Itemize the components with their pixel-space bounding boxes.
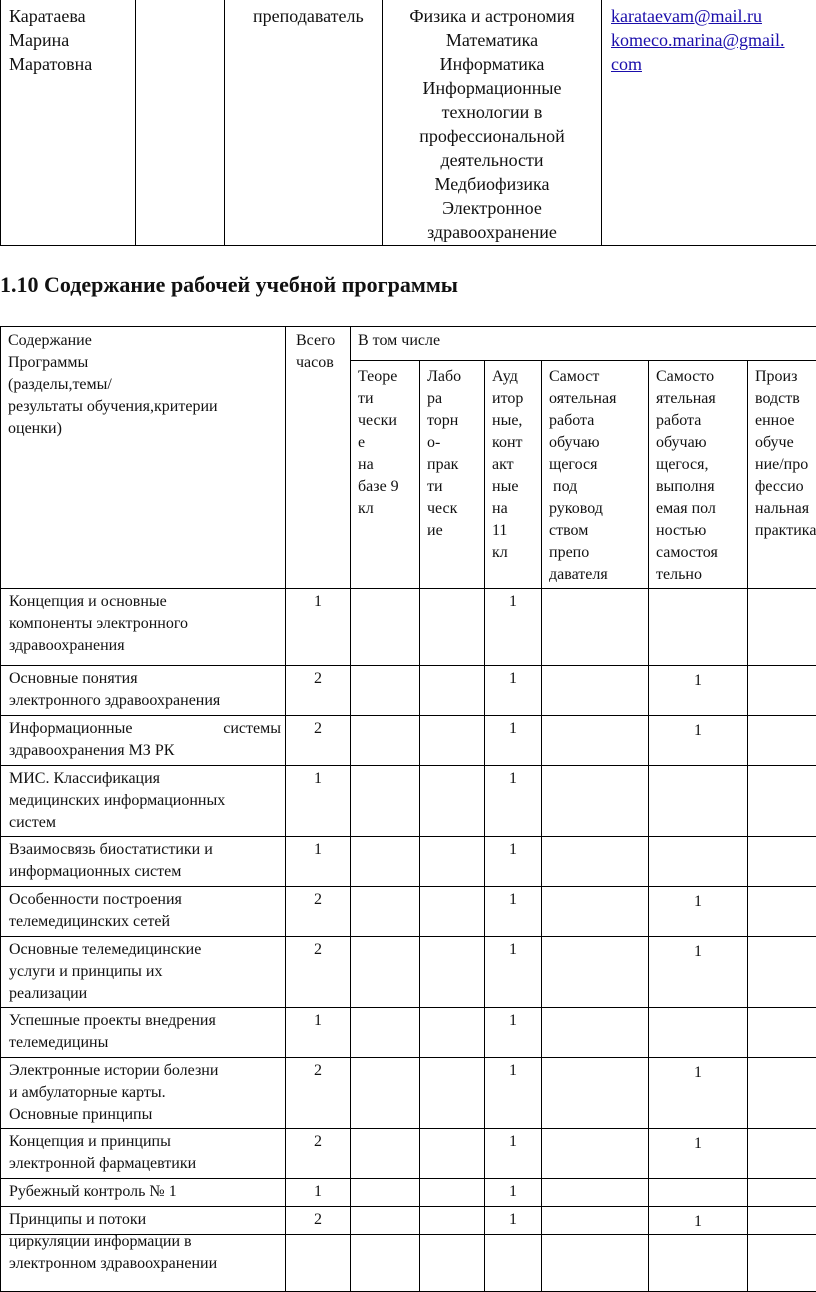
topic-line: Основные понятия	[9, 668, 281, 690]
theory-hours-cell	[351, 1008, 420, 1058]
total-hours-cell: 2	[286, 1058, 351, 1129]
header-text-line: ние/про	[755, 454, 816, 476]
table-row	[1, 666, 816, 716]
practice-hours-cell	[748, 766, 816, 837]
header-text-line: ти	[358, 388, 415, 410]
theory-hours-cell	[351, 937, 420, 1008]
header-text-line: Ауд	[492, 366, 537, 388]
teacher-name-line: Маратовна	[9, 52, 135, 76]
auditory-hours-cell: 1	[485, 1129, 542, 1179]
practice-hours-cell	[748, 1058, 816, 1129]
header-lab-cell	[420, 361, 485, 589]
srop-hours-cell	[542, 887, 649, 937]
topic-line: Принципы и потоки	[9, 1209, 281, 1231]
header-text-line: конт	[492, 432, 537, 454]
header-text-line: базе 9	[358, 476, 415, 498]
topic-line: Успешные проекты внедрения	[9, 1010, 281, 1032]
topic-line: Рубежный контроль № 1	[9, 1181, 281, 1203]
topic-cell	[1, 766, 286, 837]
topic-line: телемедицины	[9, 1032, 281, 1054]
sro-hours-cell: 1	[649, 1207, 748, 1292]
header-text-line: прак	[427, 454, 480, 476]
topic-line: и амбулаторные карты.	[9, 1082, 281, 1104]
header-text-line: оценки)	[8, 418, 281, 440]
teacher-name-line: Марина	[9, 28, 135, 52]
auditory-hours-cell: 1	[485, 1008, 542, 1058]
header-text-line: кл	[492, 542, 537, 564]
sro-hours-cell: 1	[649, 1058, 748, 1129]
teacher-position: преподаватель	[253, 4, 382, 28]
teacher-position-cell	[225, 0, 383, 246]
subject-line: Медбиофизика	[383, 172, 601, 196]
lab-hours-cell	[420, 837, 485, 887]
header-text-line: обучаю	[656, 432, 743, 454]
header-text-line: ятельная	[656, 388, 743, 410]
topic-cell	[1, 716, 286, 766]
total-hours-cell: 2	[286, 716, 351, 766]
header-text-line: Самосто	[656, 366, 743, 388]
srop-hours-cell	[542, 589, 649, 666]
header-text-line: практика	[755, 520, 816, 542]
total-hours-cell: 1	[286, 589, 351, 666]
theory-hours-cell	[351, 589, 420, 666]
header-total-cell	[286, 327, 351, 589]
header-text-line: на	[492, 498, 537, 520]
table-row	[1, 887, 816, 937]
auditory-hours-cell: 1	[485, 1058, 542, 1129]
topic-line: Информационные системы	[9, 718, 281, 740]
header-text-line: выполня	[656, 476, 743, 498]
topic-line: Концепция и основные	[9, 591, 281, 613]
topic-cell	[1, 589, 286, 666]
srop-hours-cell	[542, 766, 649, 837]
practice-hours-cell	[748, 837, 816, 887]
email-link[interactable]: komeco.marina@gmail.	[611, 30, 785, 50]
auditory-hours-cell: 1	[485, 887, 542, 937]
topic-line: циркуляции информации в	[9, 1231, 281, 1253]
header-text-line: щегося	[549, 454, 644, 476]
teacher-info-table	[0, 0, 816, 246]
practice-hours-cell	[748, 1207, 816, 1292]
theory-hours-cell	[351, 716, 420, 766]
total-hours-cell: 1	[286, 1179, 351, 1207]
total-hours-cell: 2	[286, 666, 351, 716]
topic-line: Особенности построения	[9, 889, 281, 911]
teacher-subjects-cell	[383, 0, 602, 246]
email-link[interactable]: karataevam@mail.ru	[611, 6, 762, 26]
header-text-line: препо	[549, 542, 644, 564]
auditory-hours-cell: 1	[485, 1207, 542, 1292]
header-text-line: Содержание	[8, 330, 281, 352]
table-row	[1, 1058, 816, 1129]
header-text-line: обуче	[755, 432, 816, 454]
sro-hours-cell: 1	[649, 666, 748, 716]
header-text-line: Программы	[8, 352, 281, 374]
teacher-name-cell	[1, 0, 136, 246]
topic-line: здравоохранения	[9, 635, 281, 657]
sro-hours-cell	[649, 1179, 748, 1207]
header-text-line: под	[549, 476, 644, 498]
lab-hours-cell	[420, 666, 485, 716]
topic-cell	[1, 666, 286, 716]
topic-line: Электронные истории болезни	[9, 1060, 281, 1082]
header-text-line: фессио	[755, 476, 816, 498]
page-bottom-rule	[0, 1234, 816, 1235]
theory-hours-cell	[351, 1058, 420, 1129]
header-text-line: нальная	[755, 498, 816, 520]
theory-hours-cell	[351, 837, 420, 887]
header-text-line: щегося,	[656, 454, 743, 476]
header-text-line: итор	[492, 388, 537, 410]
header-text-line: кл	[358, 498, 415, 520]
topic-line: компоненты электронного	[9, 613, 281, 635]
header-text-line: чески	[358, 410, 415, 432]
subject-line: Физика и астрономия	[383, 4, 601, 28]
teacher-name-line: Каратаева	[9, 4, 135, 28]
header-text-line: 11	[492, 520, 537, 542]
header-including-cell	[351, 327, 816, 361]
practice-hours-cell	[748, 589, 816, 666]
sro-hours-cell	[649, 589, 748, 666]
sro-hours-cell	[649, 1008, 748, 1058]
subject-line: Информатика	[383, 52, 601, 76]
lab-hours-cell	[420, 716, 485, 766]
topic-line: информационных систем	[9, 861, 281, 883]
auditory-hours-cell: 1	[485, 1179, 542, 1207]
header-text-line: акт	[492, 454, 537, 476]
header-text-line: обучаю	[549, 432, 644, 454]
practice-hours-cell	[748, 716, 816, 766]
lab-hours-cell	[420, 1058, 485, 1129]
theory-hours-cell	[351, 766, 420, 837]
header-text-line: Лабо	[427, 366, 480, 388]
header-text-line: Произ	[755, 366, 816, 388]
topic-line: услуги и принципы их	[9, 961, 281, 983]
topic-cell	[1, 887, 286, 937]
header-theory-cell	[351, 361, 420, 589]
srop-hours-cell	[542, 1058, 649, 1129]
header-text-line: работа	[656, 410, 743, 432]
header-text-line: оятельная	[549, 388, 644, 410]
table-row	[1, 766, 816, 837]
topic-line: электронной фармацевтики	[9, 1153, 281, 1175]
practice-hours-cell	[748, 1129, 816, 1179]
subject-line: деятельности	[383, 148, 601, 172]
email-link[interactable]: com	[611, 54, 642, 74]
topic-cell	[1, 1207, 286, 1292]
srop-hours-cell	[542, 937, 649, 1008]
topic-line: Основные телемедицинские	[9, 939, 281, 961]
auditory-hours-cell: 1	[485, 666, 542, 716]
blank-cell	[136, 0, 225, 246]
teacher-row	[0, 0, 816, 246]
header-text-line: ти	[427, 476, 480, 498]
theory-hours-cell	[351, 1129, 420, 1179]
lab-hours-cell	[420, 1207, 485, 1292]
table-row	[1, 937, 816, 1008]
subject-line: технологии в	[383, 100, 601, 124]
auditory-hours-cell: 1	[485, 589, 542, 666]
table-row	[1, 1129, 816, 1179]
srop-hours-cell	[542, 716, 649, 766]
header-text-line: работа	[549, 410, 644, 432]
table-row	[1, 837, 816, 887]
sro-hours-cell: 1	[649, 1129, 748, 1179]
topic-line: Концепция и принципы	[9, 1131, 281, 1153]
topic-line: медицинских информационных	[9, 790, 281, 812]
header-text-line: руковод	[549, 498, 644, 520]
auditory-hours-cell: 1	[485, 937, 542, 1008]
total-hours-cell: 2	[286, 1129, 351, 1179]
header-text-line: о-	[427, 432, 480, 454]
auditory-hours-cell: 1	[485, 766, 542, 837]
total-hours-cell: 2	[286, 887, 351, 937]
sro-hours-cell: 1	[649, 937, 748, 1008]
subject-line: профессиональной	[383, 124, 601, 148]
topic-line: систем	[9, 812, 281, 834]
header-auditory-cell	[485, 361, 542, 589]
total-hours-cell: 2	[286, 937, 351, 1008]
lab-hours-cell	[420, 937, 485, 1008]
header-srop-cell	[542, 361, 649, 589]
header-text-line: Всего	[296, 330, 346, 352]
srop-hours-cell	[542, 1207, 649, 1292]
topic-cell	[1, 1008, 286, 1058]
topic-line: электронном здравоохранении	[9, 1253, 281, 1275]
header-text-line: тельно	[656, 564, 743, 586]
srop-hours-cell	[542, 1129, 649, 1179]
theory-hours-cell	[351, 1179, 420, 1207]
topic-line: электронного здравоохранения	[9, 690, 281, 712]
srop-hours-cell	[542, 1008, 649, 1058]
topic-cell	[1, 937, 286, 1008]
section-heading: 1.10 Содержание рабочей учебной программы	[0, 272, 458, 298]
header-text-line: торн	[427, 410, 480, 432]
sro-hours-cell: 1	[649, 887, 748, 937]
header-text-line: е	[358, 432, 415, 454]
header-text-line: ра	[427, 388, 480, 410]
header-text-line: (разделы,темы/	[8, 374, 281, 396]
program-table-body	[1, 589, 816, 1292]
practice-hours-cell	[748, 666, 816, 716]
header-text-line: ческ	[427, 498, 480, 520]
srop-hours-cell	[542, 1179, 649, 1207]
table-row	[1, 1207, 816, 1292]
practice-hours-cell	[748, 1008, 816, 1058]
header-text-line: ие	[427, 520, 480, 542]
table-row	[1, 1179, 816, 1207]
lab-hours-cell	[420, 1129, 485, 1179]
header-text-line: результаты обучения,критерии	[8, 396, 281, 418]
header-text-line: самостоя	[656, 542, 743, 564]
topic-cell	[1, 1129, 286, 1179]
header-text-line: емая пол	[656, 498, 743, 520]
subject-line: Информационные	[383, 76, 601, 100]
srop-hours-cell	[542, 837, 649, 887]
practice-hours-cell	[748, 937, 816, 1008]
topic-cell	[1, 1058, 286, 1129]
sro-hours-cell	[649, 766, 748, 837]
topic-cell	[1, 1179, 286, 1207]
sro-hours-cell	[649, 837, 748, 887]
srop-hours-cell	[542, 666, 649, 716]
header-including-label: В том числе	[358, 330, 816, 352]
practice-hours-cell	[748, 887, 816, 937]
sro-hours-cell: 1	[649, 716, 748, 766]
header-text-line: ные	[492, 476, 537, 498]
table-row	[1, 716, 816, 766]
theory-hours-cell	[351, 1207, 420, 1292]
total-hours-cell: 1	[286, 1008, 351, 1058]
header-text-line: давателя	[549, 564, 644, 586]
auditory-hours-cell: 1	[485, 837, 542, 887]
topic-line: телемедицинских сетей	[9, 911, 281, 933]
topic-line: Взаимосвязь биостатистики и	[9, 839, 281, 861]
total-hours-cell: 1	[286, 837, 351, 887]
topic-line: МИС. Классификация	[9, 768, 281, 790]
lab-hours-cell	[420, 1179, 485, 1207]
subject-line: Электронное	[383, 196, 601, 220]
header-text-line: ством	[549, 520, 644, 542]
theory-hours-cell	[351, 666, 420, 716]
header-practice-cell	[748, 361, 816, 589]
total-hours-cell: 2	[286, 1207, 351, 1292]
lab-hours-cell	[420, 1008, 485, 1058]
theory-hours-cell	[351, 887, 420, 937]
header-text-line: водств	[755, 388, 816, 410]
subject-line: Математика	[383, 28, 601, 52]
lab-hours-cell	[420, 766, 485, 837]
topic-line: реализации	[9, 983, 281, 1005]
auditory-hours-cell: 1	[485, 716, 542, 766]
subject-line: здравоохранение	[383, 220, 601, 244]
header-row	[1, 327, 816, 361]
header-sro-cell	[649, 361, 748, 589]
header-text-line: часов	[296, 352, 346, 374]
program-content-table	[0, 326, 816, 1292]
topic-line: Основные принципы	[9, 1104, 281, 1126]
topic-line: здравоохранения МЗ РК	[9, 740, 281, 762]
lab-hours-cell	[420, 589, 485, 666]
header-text-line: на	[358, 454, 415, 476]
teacher-email-cell	[602, 0, 816, 246]
lab-hours-cell	[420, 887, 485, 937]
header-text-line: ностью	[656, 520, 743, 542]
header-content-cell	[1, 327, 286, 589]
header-text-line: ные,	[492, 410, 537, 432]
topic-cell	[1, 837, 286, 887]
total-hours-cell: 1	[286, 766, 351, 837]
header-text-line: Самост	[549, 366, 644, 388]
table-row	[1, 1008, 816, 1058]
table-row	[1, 589, 816, 666]
header-text-line: Теоре	[358, 366, 415, 388]
header-text-line: енное	[755, 410, 816, 432]
practice-hours-cell	[748, 1179, 816, 1207]
